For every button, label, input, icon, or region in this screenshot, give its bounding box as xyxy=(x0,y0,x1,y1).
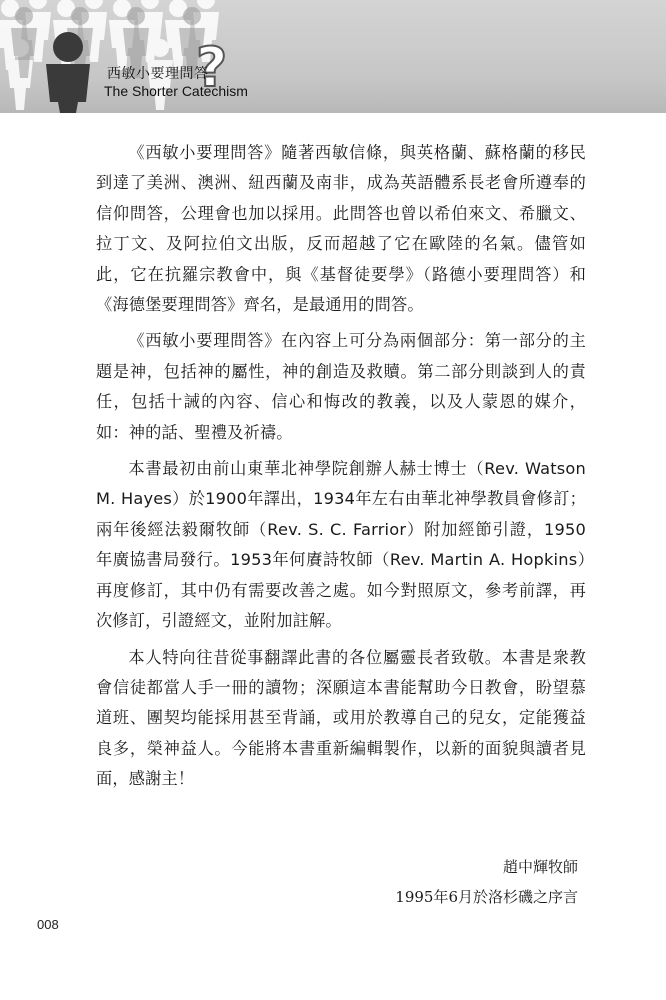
paragraph-1: 《西敏小要理問答》隨著西敏信條，與英格蘭、蘇格蘭的移民到達了美洲、澳洲、紐西蘭及南非，成為英語體系長老會所遵奉的信仰問答，公理會也加以採用。此問答也曾以希伯來文、希臘文、拉丁文、及阿拉伯文出版，反而超越了它在歐陸的名氣。儘管如此，它在抗羅宗教會中，與《基督徒要學》（路德小要理問答）和《海德堡要理問答》齊名，是最通用的問答。 xyxy=(96,143,586,315)
page-number: 008 xyxy=(37,917,59,932)
chapter-header xyxy=(0,0,666,113)
paragraph-2: 《西敏小要理問答》在內容上可分為兩個部分：第一部分的主題是神，包括神的屬性，神的創造及救贖。第二部分則談到人的責任，包括十誡的內容、信心和悔改的教義，以及人蒙恩的媒介，如：神的話、聖禮及祈禱。 xyxy=(96,331,586,442)
signature-date: 1995年6月於洛杉磯之序言 xyxy=(395,888,578,906)
question-mark-icon: ? xyxy=(196,36,228,99)
paragraph-3: 本書最初由前山東華北神學院創辦人赫士博士（Rev. Watson M. Hayes）於1900年譯出，1934年左右由華北神學教員會修訂；兩年後經法毅爾牧師（Rev. S. C. Farrior）附加經節引證，1950年廣協書局發行。1953年何賡詩牧師（Rev. Martin A. Hopkins）再度修訂，其中仍有需要改善之處。如今對照原文，參考前譯，再次修訂，引證經文，並附加註解。 xyxy=(96,459,586,631)
people-banner-illustration xyxy=(0,0,666,113)
signature-block xyxy=(395,852,578,912)
signature-name: 趙中輝牧師 xyxy=(502,858,578,876)
paragraph-4: 本人特向往昔從事翻譯此書的各位屬靈長者致敬。本書是衆教會信徒都當人手一冊的讀物；深願這本書能幫助今日教會，盼望慕道班、團契均能採用甚至背誦，或用於教導自己的兒女，定能獲益良多，榮神益人。今能將本書重新編輯製作，以新的面貌與讀者見面，感謝主！ xyxy=(96,647,586,789)
header-title-english: The Shorter Catechism xyxy=(104,83,248,99)
header-title-chinese: 西敏小要理問答 xyxy=(107,66,209,82)
preface-body xyxy=(96,138,586,801)
